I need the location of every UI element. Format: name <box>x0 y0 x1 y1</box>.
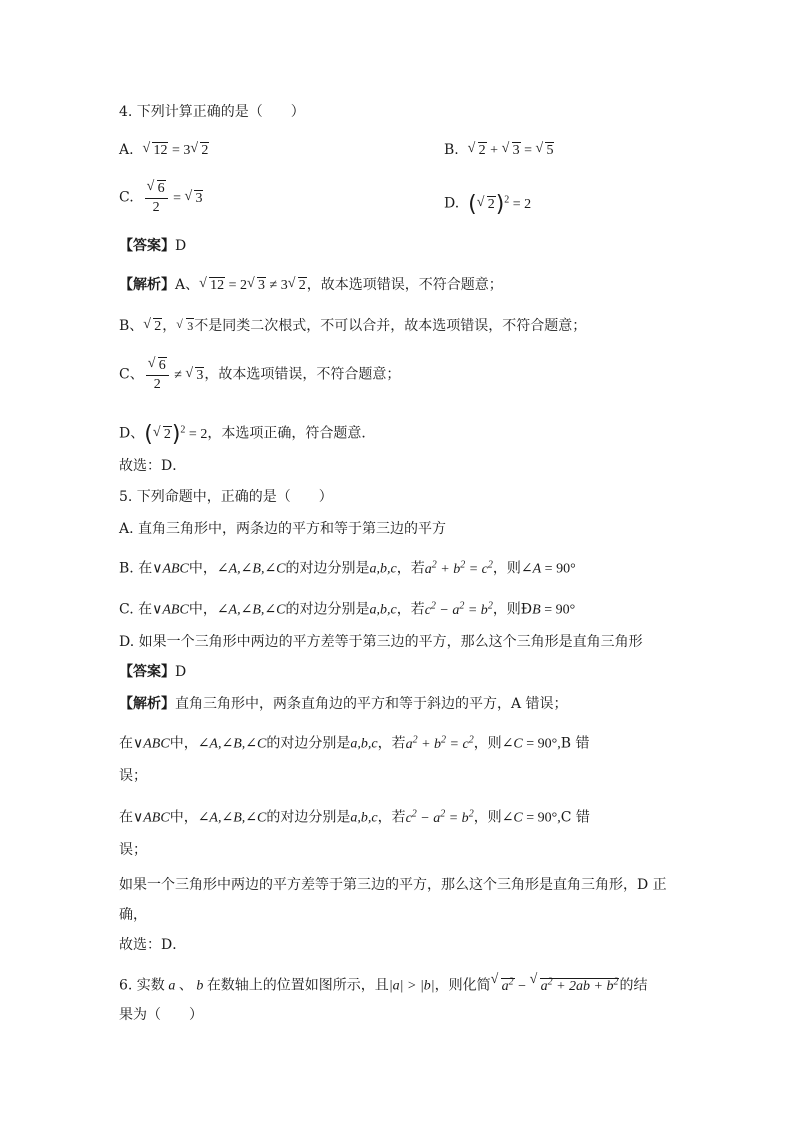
q5-option-d: D. 如果一个三角形中两边的平方差等于第三边的平方，那么这个三角形是直角三角形 <box>119 634 643 650</box>
q5-analysis-3-tail: C 错 <box>560 809 590 826</box>
q4-analysis-c-suffix: ，故本选项错误，不符合题意； <box>204 366 401 383</box>
q5-option-b-mid1: 中， <box>188 560 217 577</box>
q4-option-b <box>444 140 554 161</box>
q4-option-b-expr: √ 2 + √ 3 = √ 5 <box>468 143 555 158</box>
q4-analysis-b-suffix: 不是同类二次根式，不可以合并，故本选项错误，不符合题意； <box>194 318 587 334</box>
q4-option-a <box>119 140 209 161</box>
q4-analysis-d-suffix: ，本选项正确，符合题意． <box>207 425 376 442</box>
q5-stem: 5. 下列命题中，正确的是（ ） <box>119 489 333 505</box>
q5-analysis-2-mid3: ，若 <box>377 735 406 752</box>
q4-analysis-a <box>119 275 503 296</box>
q4-option-c-label: C. <box>119 189 134 206</box>
q4-analysis-a-expr: √ 12 = 2√ 3 ≠ 3√ 2 <box>199 278 307 293</box>
q4-option-c-expr: √ $\frac{6}{2}$ = √ 3 <box>143 191 204 206</box>
q4-analysis-a-prefix: A、 <box>175 277 200 293</box>
q5-option-c-pre: C. 在∨ <box>119 601 163 618</box>
q5-option-c-mid3: ，若 <box>396 601 425 618</box>
q5-option-c-mid1: 中， <box>188 601 217 618</box>
q4-analysis-b: B、√ 2，√ 3不是同类二次根式，不可以合并，故本选项错误，不符合题意； <box>119 316 586 337</box>
q6-stem: 6. 实数 a 、 b 在数轴上的位置如图所示，且|a| > |b|，则化简√ $a^2$ − √ $a^2 + 2ab + b^2$的结 <box>119 972 647 997</box>
q5-analysis-3: 在∨ABC中，∠A,∠B,∠C的对边分别是a,b,c，若$c^2 - a^2 = b^2$，则∠C = 90°,C 错 <box>119 808 590 826</box>
analysis-tag: 【解析】 <box>119 696 175 712</box>
q5-analysis-3-mid2: 的对边分别是 <box>266 809 351 826</box>
q4-option-c <box>119 180 203 217</box>
q4-option-d-expr: (√ 2)$^2$ = 2 <box>468 197 531 212</box>
q5-analysis-3-mid1: 中， <box>169 809 198 826</box>
q4-analysis-d: D、(√ 2)$^2$ = 2，本选项正确，符合题意． <box>119 420 375 445</box>
q5-option-b: B. 在∨ABC中，∠A,∠B,∠C的对边分别是a,b,c，若$a^2 + b^2 = c^2$，则∠A = 90° <box>119 559 576 577</box>
q5-analysis-2-tail: B 错 <box>560 735 590 752</box>
q5-option-b-mid2: 的对边分别是 <box>285 560 370 577</box>
q5-analysis-3-mid3: ，若 <box>377 809 406 826</box>
q4-stem: 4. 下列计算正确的是（ ） <box>119 104 305 120</box>
q4-option-d-label: D. <box>444 195 460 212</box>
q6-stem-mid3: ，则化简 <box>434 977 491 994</box>
q5-analysis-4-wrap: 确， <box>119 907 147 923</box>
q5-analysis-2-mid1: 中， <box>169 735 198 752</box>
analysis-tag: 【解析】 <box>119 277 175 293</box>
q6-stem-mid2: 在数轴上的位置如图所示，且 <box>206 977 389 994</box>
q4-analysis-a-suffix: ，故本选项错误，不符合题意； <box>306 277 503 293</box>
q5-option-c-mid4: ，则Ð <box>492 601 533 618</box>
q4-option-a-expr: √ 12 = 3√ 2 <box>142 143 209 158</box>
q4-analysis-b-mid: ， <box>162 318 177 334</box>
q4-option-d <box>444 190 531 215</box>
q5-option-a: A. 直角三角形中，两条边的平方和等于第三边的平方 <box>119 521 447 537</box>
q5-answer <box>119 662 186 682</box>
q4-option-a-label: A. <box>119 142 134 158</box>
q5-analysis-1-text: 直角三角形中，两条直角边的平方和等于斜边的平方，A 错误； <box>175 696 568 712</box>
q5-analysis-2-mid2: 的对边分别是 <box>266 735 351 752</box>
answer-tag: 【答案】 <box>119 238 175 254</box>
q5-analysis-3-mid4: ，则 <box>473 809 502 826</box>
q4-option-b-label: B. <box>444 142 459 158</box>
q5-analysis-1 <box>119 694 568 714</box>
q4-analysis-b-prefix: B、 <box>119 318 144 334</box>
q5-option-b-pre: B. 在∨ <box>119 560 163 577</box>
q5-conclusion: 故选：D． <box>119 937 187 953</box>
q5-option-b-mid3: ，若 <box>396 560 425 577</box>
q6-stem-pre: 6. 实数 <box>119 977 165 994</box>
q4-analysis-d-prefix: D、 <box>119 425 145 442</box>
q5-option-c: C. 在∨ABC中，∠A,∠B,∠C的对边分别是a,b,c，若$c^2 - a^2 = b^2$，则ÐB = 90° <box>119 600 576 618</box>
q4-answer-value: D <box>175 238 187 254</box>
q6-stem-mid1: 、 <box>178 977 193 994</box>
q4-answer <box>119 236 186 256</box>
q5-answer-value: D <box>175 664 187 680</box>
q6-stem-wrap: 果为（ ） <box>119 1007 203 1023</box>
q5-analysis-2-pre: 在∨ <box>119 735 144 752</box>
q4-conclusion: 故选：D． <box>119 458 187 474</box>
q6-stem-tail: 的结 <box>619 977 648 994</box>
q4-analysis-c: C、 √ $\frac{6}{2}$ ≠ √ 3，故本选项错误，不符合题意； <box>119 357 400 394</box>
q5-analysis-2-wrap: 误； <box>119 768 147 784</box>
q5-option-b-mid4: ，则 <box>492 560 521 577</box>
q5-option-c-mid2: 的对边分别是 <box>285 601 370 618</box>
q5-analysis-3-wrap: 误； <box>119 842 147 858</box>
q5-analysis-2: 在∨ABC中，∠A,∠B,∠C的对边分别是a,b,c，若$a^2 + b^2 = c^2$，则∠C = 90°,B 错 <box>119 734 590 752</box>
q5-analysis-4: 如果一个三角形中两边的平方差等于第三边的平方，那么这个三角形是直角三角形，D 正 <box>119 877 667 893</box>
q5-analysis-2-mid4: ，则 <box>473 735 502 752</box>
answer-tag: 【答案】 <box>119 664 175 680</box>
q5-analysis-3-pre: 在∨ <box>119 809 144 826</box>
q4-analysis-c-prefix: C、 <box>119 366 144 383</box>
